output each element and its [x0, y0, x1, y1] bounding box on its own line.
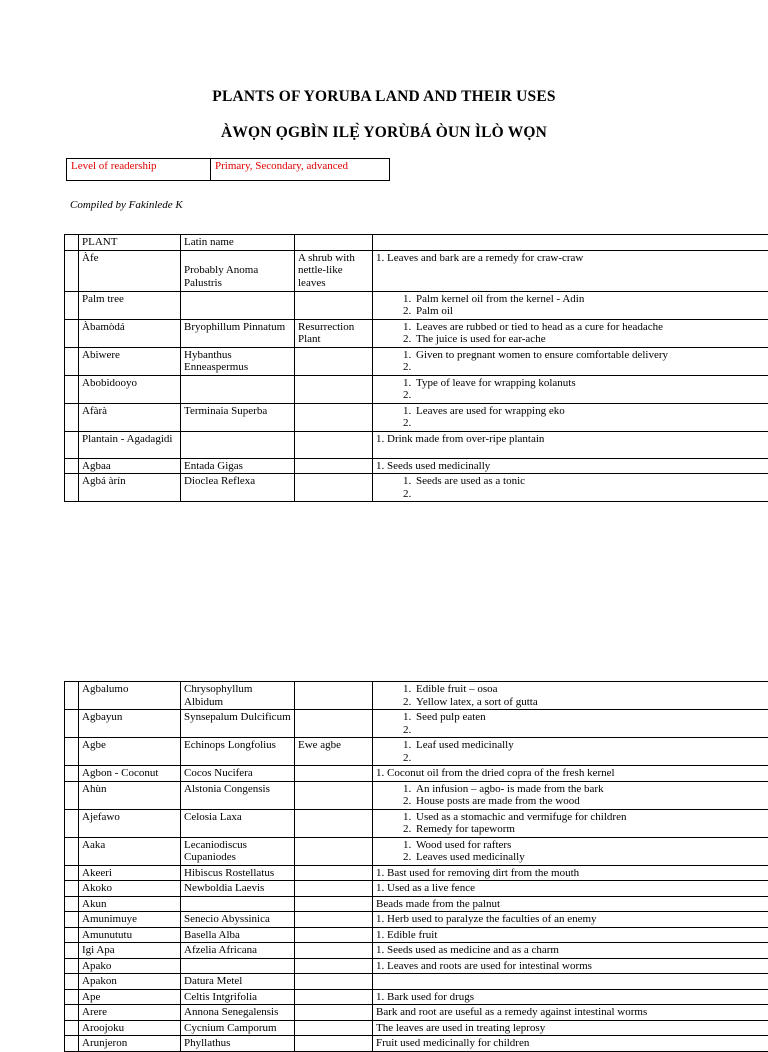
use-item — [414, 361, 768, 374]
plant-name-cell: Abobidooyo — [79, 375, 181, 403]
row-margin-cell — [65, 989, 79, 1005]
row-margin-cell — [65, 896, 79, 912]
uses-list — [376, 349, 768, 374]
use-item: 1. Wood used for rafters — [414, 839, 768, 852]
uses-cell: 1. Seeds used medicinally — [373, 458, 768, 474]
note-cell — [295, 781, 373, 809]
plant-name-cell: Apako — [79, 958, 181, 974]
uses-cell: 1. Seeds used as medicine and as a charm — [373, 943, 768, 959]
table-row — [65, 927, 768, 943]
uses-list — [376, 377, 768, 402]
readership-label: Level of readership — [67, 159, 211, 181]
use-item: 1. Seed pulp eaten — [414, 711, 768, 724]
table-row — [65, 319, 768, 347]
note-cell — [295, 865, 373, 881]
uses-list — [376, 683, 768, 708]
plant-name-cell: Àfe — [79, 250, 181, 291]
uses-list — [376, 783, 768, 808]
plant-name-cell: Arere — [79, 1005, 181, 1021]
row-margin-cell — [65, 837, 79, 865]
table-row — [65, 912, 768, 928]
row-margin-cell — [65, 710, 79, 738]
uses-list — [376, 293, 768, 318]
plant-name-cell: Àbamòdá — [79, 319, 181, 347]
plant-name-cell: Agbaa — [79, 458, 181, 474]
latin-name-cell: Basella Alba — [181, 927, 295, 943]
table-row — [65, 958, 768, 974]
plant-name-cell: Agbayun — [79, 710, 181, 738]
latin-name-cell — [181, 431, 295, 458]
readership-row — [67, 159, 390, 181]
row-margin-cell — [65, 319, 79, 347]
table-row — [65, 896, 768, 912]
uses-list — [376, 405, 768, 430]
plants-table-1-body — [65, 235, 768, 502]
table-row — [65, 989, 768, 1005]
latin-name-cell — [181, 291, 295, 319]
uses-list — [376, 321, 768, 346]
table-row — [65, 250, 768, 291]
plant-name-cell: Akeeri — [79, 865, 181, 881]
latin-name-cell: Alstonia Congensis — [181, 781, 295, 809]
note-cell: Resurrection Plant — [295, 319, 373, 347]
plant-name-cell: Agbe — [79, 738, 181, 766]
latin-name-cell: Bryophillum Pinnatum — [181, 319, 295, 347]
row-margin-cell — [65, 682, 79, 710]
row-margin-cell — [65, 781, 79, 809]
note-cell — [295, 912, 373, 928]
uses-cell — [373, 781, 768, 809]
note-cell — [295, 347, 373, 375]
table-row — [65, 809, 768, 837]
table-row — [65, 682, 768, 710]
use-item: 1. Leaf used medicinally — [414, 739, 768, 752]
plant-name-cell: Ajefawo — [79, 809, 181, 837]
latin-name-cell: Hibiscus Rostellatus — [181, 865, 295, 881]
plants-table-2 — [64, 681, 768, 1052]
note-cell — [295, 989, 373, 1005]
row-margin-cell — [65, 403, 79, 431]
note-cell — [295, 291, 373, 319]
table-row — [65, 974, 768, 990]
use-item: 1. Type of leave for wrapping kolanuts — [414, 377, 768, 390]
use-item: 1. Palm kernel oil from the kernel - Adin — [414, 293, 768, 306]
latin-name-cell: Senecio Abyssinica — [181, 912, 295, 928]
latin-name-cell: Synsepalum Dulcificum — [181, 710, 295, 738]
table-row — [65, 1020, 768, 1036]
row-margin-cell — [65, 958, 79, 974]
table-row — [65, 738, 768, 766]
plant-name-cell: Ape — [79, 989, 181, 1005]
table-row — [65, 235, 768, 251]
use-item: 1. An infusion – agbo- is made from the bark — [414, 783, 768, 796]
latin-name-cell: Celtis Intgrifolia — [181, 989, 295, 1005]
row-margin-cell — [65, 881, 79, 897]
uses-list — [376, 739, 768, 764]
table-row — [65, 431, 768, 458]
use-item: 2. The juice is used for ear-ache — [414, 333, 768, 346]
note-cell — [295, 809, 373, 837]
plant-name-cell: Abiwere — [79, 347, 181, 375]
row-margin-cell — [65, 1005, 79, 1021]
latin-name-cell — [181, 896, 295, 912]
uses-cell: Fruit used medicinally for children — [373, 1036, 768, 1052]
uses-cell: 1. Drink made from over-ripe plantain — [373, 431, 768, 458]
use-item: 1. Seeds are used as a tonic — [414, 475, 768, 488]
readership-table — [66, 158, 390, 181]
use-item: 1. Leaves are used for wrapping eko — [414, 405, 768, 418]
row-margin-cell — [65, 974, 79, 990]
plant-name-cell: Arunjeron — [79, 1036, 181, 1052]
uses-cell — [373, 974, 768, 990]
row-margin-cell — [65, 375, 79, 403]
plant-name-cell: Igi Apa — [79, 943, 181, 959]
uses-cell: 1. Coconut oil from the dried copra of the fresh kernel — [373, 766, 768, 782]
plant-name-cell: Plantain - Agadagidi — [79, 431, 181, 458]
use-item: 1. Leaves are rubbed or tied to head as a cure for headache — [414, 321, 768, 334]
plant-name-cell: Agbalumo — [79, 682, 181, 710]
note-cell — [295, 1036, 373, 1052]
table-row — [65, 781, 768, 809]
uses-cell — [373, 682, 768, 710]
row-margin-cell — [65, 250, 79, 291]
note-cell — [295, 710, 373, 738]
row-margin-cell — [65, 458, 79, 474]
uses-cell — [373, 837, 768, 865]
plant-name-cell: Afàrà — [79, 403, 181, 431]
uses-cell — [373, 319, 768, 347]
row-margin-cell — [65, 291, 79, 319]
uses-list — [376, 839, 768, 864]
table-row — [65, 837, 768, 865]
table-row — [65, 943, 768, 959]
latin-name-cell: Afzelia Africana — [181, 943, 295, 959]
note-cell — [295, 881, 373, 897]
uses-cell — [373, 809, 768, 837]
use-item: 2. Leaves used medicinally — [414, 851, 768, 864]
plant-name-cell: Amunimuye — [79, 912, 181, 928]
latin-name-cell: Latin name — [181, 235, 295, 251]
latin-name-cell: Hybanthus Enneaspermus — [181, 347, 295, 375]
plant-name-cell: Ahùn — [79, 781, 181, 809]
note-cell — [295, 403, 373, 431]
uses-cell: 1. Bark used for drugs — [373, 989, 768, 1005]
plant-name-cell: Akoko — [79, 881, 181, 897]
uses-cell — [373, 710, 768, 738]
use-item: 1. Given to pregnant women to ensure comfortable delivery — [414, 349, 768, 362]
note-cell — [295, 431, 373, 458]
table-row — [65, 375, 768, 403]
plant-name-cell: PLANT — [79, 235, 181, 251]
note-cell — [295, 837, 373, 865]
latin-name-cell: Dioclea Reflexa — [181, 474, 295, 502]
note-cell — [295, 235, 373, 251]
use-item: 1. Edible fruit – osoa — [414, 683, 768, 696]
note-cell — [295, 943, 373, 959]
latin-name-cell — [181, 958, 295, 974]
uses-cell: The leaves are used in treating leprosy — [373, 1020, 768, 1036]
plant-name-cell: Agbon - Coconut — [79, 766, 181, 782]
uses-cell — [373, 403, 768, 431]
plant-name-cell: Aroojoku — [79, 1020, 181, 1036]
plants-table-1 — [64, 234, 768, 502]
latin-name-cell: Terminaia Superba — [181, 403, 295, 431]
note-cell: Ewe agbe — [295, 738, 373, 766]
latin-name-cell: Datura Metel — [181, 974, 295, 990]
latin-name-cell: Chrysophyllum Albidum — [181, 682, 295, 710]
row-margin-cell — [65, 347, 79, 375]
latin-name-cell: Celosia Laxa — [181, 809, 295, 837]
uses-cell — [373, 474, 768, 502]
latin-name-cell — [181, 375, 295, 403]
plant-name-cell: Apakon — [79, 974, 181, 990]
note-cell: A shrub with nettle-like leaves — [295, 250, 373, 291]
uses-list — [376, 475, 768, 500]
uses-cell: Bark and root are useful as a remedy against intestinal worms — [373, 1005, 768, 1021]
note-cell — [295, 896, 373, 912]
row-margin-cell — [65, 738, 79, 766]
uses-cell — [373, 235, 768, 251]
plants-table-2-body — [65, 682, 768, 1052]
note-cell — [295, 474, 373, 502]
latin-name-cell: Lecaniodiscus Cupaniodes — [181, 837, 295, 865]
uses-list — [376, 711, 768, 736]
compiled-by: Compiled by Fakinlede K — [70, 199, 183, 211]
note-cell — [295, 766, 373, 782]
note-cell — [295, 375, 373, 403]
uses-cell: 1. Herb used to paralyze the faculties of an enemy — [373, 912, 768, 928]
use-item: 2. Remedy for tapeworm — [414, 823, 768, 836]
table-row — [65, 347, 768, 375]
use-item: 2. Yellow latex, a sort of gutta — [414, 696, 768, 709]
uses-cell: 1. Leaves and roots are used for intestinal worms — [373, 958, 768, 974]
latin-name-cell: Probably Anoma Palustris — [181, 250, 295, 291]
note-cell — [295, 927, 373, 943]
uses-cell — [373, 738, 768, 766]
uses-cell — [373, 375, 768, 403]
uses-cell: 1. Leaves and bark are a remedy for craw-craw — [373, 250, 768, 291]
row-margin-cell — [65, 912, 79, 928]
note-cell — [295, 958, 373, 974]
table-row — [65, 291, 768, 319]
row-margin-cell — [65, 865, 79, 881]
plant-name-cell: Amunututu — [79, 927, 181, 943]
use-item: 1. Used as a stomachic and vermifuge for children — [414, 811, 768, 824]
table-row — [65, 458, 768, 474]
row-margin-cell — [65, 1036, 79, 1052]
use-item: 2. House posts are made from the wood — [414, 795, 768, 808]
row-margin-cell — [65, 809, 79, 837]
uses-cell: 1. Bast used for removing dirt from the mouth — [373, 865, 768, 881]
table-row — [65, 403, 768, 431]
plant-name-cell: Akun — [79, 896, 181, 912]
latin-name-cell: Annona Senegalensis — [181, 1005, 295, 1021]
use-item: 2. Palm oil — [414, 305, 768, 318]
table-row — [65, 881, 768, 897]
note-cell — [295, 974, 373, 990]
uses-cell: 1. Used as a live fence — [373, 881, 768, 897]
use-item — [414, 488, 768, 501]
latin-name-cell: Cycnium Camporum — [181, 1020, 295, 1036]
latin-name-cell: Echinops Longfolius — [181, 738, 295, 766]
use-item — [414, 752, 768, 765]
table-row — [65, 474, 768, 502]
latin-name-cell: Cocos Nucifera — [181, 766, 295, 782]
uses-cell — [373, 291, 768, 319]
table-row — [65, 865, 768, 881]
use-item — [414, 389, 768, 402]
latin-name-cell: Phyllathus — [181, 1036, 295, 1052]
plant-name-cell: Aaka — [79, 837, 181, 865]
row-margin-cell — [65, 1020, 79, 1036]
table-row — [65, 1036, 768, 1052]
row-margin-cell — [65, 943, 79, 959]
table-row — [65, 766, 768, 782]
table-row — [65, 1005, 768, 1021]
uses-cell: 1. Edible fruit — [373, 927, 768, 943]
use-item — [414, 724, 768, 737]
uses-list — [376, 811, 768, 836]
page-title: PLANTS OF YORUBA LAND AND THEIR USES — [0, 88, 768, 106]
use-item — [414, 417, 768, 430]
latin-name-cell: Entada Gigas — [181, 458, 295, 474]
note-cell — [295, 1020, 373, 1036]
note-cell — [295, 1005, 373, 1021]
row-margin-cell — [65, 431, 79, 458]
uses-cell — [373, 347, 768, 375]
uses-cell: Beads made from the palnut — [373, 896, 768, 912]
plant-name-cell: Palm tree — [79, 291, 181, 319]
readership-value: Primary, Secondary, advanced — [211, 159, 390, 181]
row-margin-cell — [65, 927, 79, 943]
page-subtitle: ÀWỌN ỌGBÌN ILẸ̀ YORÙBÁ ÒUN ÌLÒ WỌN — [0, 124, 768, 142]
note-cell — [295, 458, 373, 474]
plant-name-cell: Agbá àrín — [79, 474, 181, 502]
note-cell — [295, 682, 373, 710]
row-margin-cell — [65, 235, 79, 251]
table-row — [65, 710, 768, 738]
row-margin-cell — [65, 766, 79, 782]
latin-name-cell: Newboldia Laevis — [181, 881, 295, 897]
row-margin-cell — [65, 474, 79, 502]
